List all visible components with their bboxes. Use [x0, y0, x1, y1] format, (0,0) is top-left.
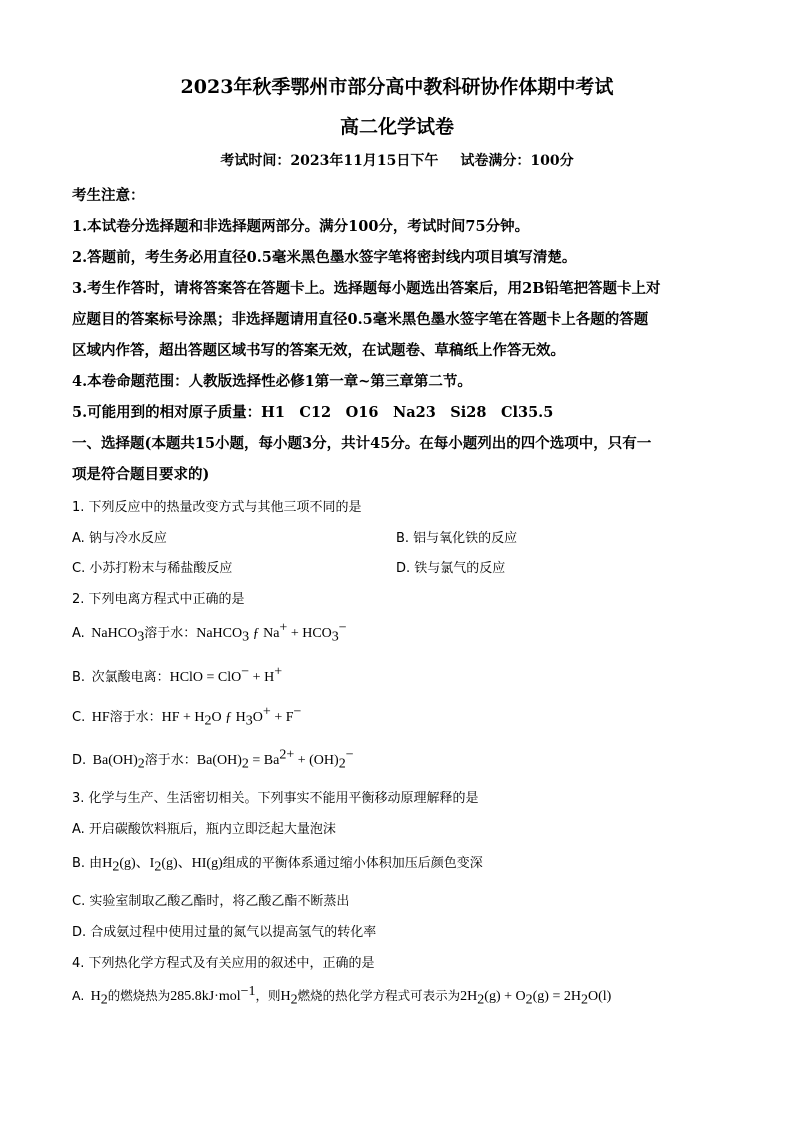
question-4-option-a: A. $H_2$的燃烧热为285.8kJ·mol$^{-1}$，则$H_2$燃烧的热化学方程式可表示为$2H_2(g) + O_2(g) = 2H_2O(l)$	[72, 983, 612, 1008]
notice-item-4: 4.本卷命题范围：人教版选择性必修1第一章~第三章第二节。	[72, 373, 472, 390]
question-1-option-a: A. 钠与冷水反应	[72, 531, 167, 546]
question-4-stem: 4. 下列热化学方程式及有关应用的叙述中，正确的是	[72, 956, 375, 971]
exam-title: 2023年秋季鄂州市部分高中教科研协作体期中考试	[180, 76, 614, 98]
notice-item-2: 2.答题前，考生务必用直径0.5毫米黑色墨水签字笔将密封线内项目填写清楚。	[72, 249, 577, 266]
notice-item-3-cont: 应题目的答案标号涂黑；非选择题请用直径0.5毫米黑色墨水签字笔在答题卡上各题的答题	[72, 311, 649, 328]
notice-item-5: 5.可能用到的相对原子质量：H1 C12 O16 Na23 Si28 Cl35.5	[72, 404, 554, 421]
section-heading: 一、选择题(本题共15小题，每小题3分，共计45分。在每小题列出的四个选项中，只有一	[72, 435, 652, 452]
question-1-option-b: B. 铝与氧化铁的反应	[396, 531, 518, 546]
question-1-option-d: D. 铁与氯气的反应	[396, 561, 506, 576]
question-2-option-a: A. NaHCO$_3$溶于水：NaHCO$_3$ ƒ $Na^+ + HCO_3^-$	[72, 620, 347, 645]
question-2-option-b: B. 次氯酸电离：HClO = ClO− + H+	[72, 664, 283, 685]
exam-time: 考试时间：2023年11月15日下午	[220, 153, 439, 169]
exam-info	[0, 150, 794, 170]
full-score: 试卷满分：100分	[460, 153, 574, 169]
question-3-option-b: B. 由$H_2(g)$、$I_2(g)$、HI(g)组成的平衡体系通过缩小体积加压后颜色变深	[72, 856, 483, 875]
question-2-option-c: C. HF溶于水：HF + $H_2O$ ƒ $H_3O^+ + F^-$	[72, 704, 302, 729]
notice-item-1: 1.本试卷分选择题和非选择题两部分。满分100分，考试时间75分钟。	[72, 218, 530, 235]
question-1-option-c: C. 小苏打粉末与稀盐酸反应	[72, 561, 233, 576]
notice-heading: 考生注意：	[72, 187, 145, 204]
question-1-stem: 1. 下列反应中的热量改变方式与其他三项不同的是	[72, 500, 362, 515]
question-3-stem: 3. 化学与生产、生活密切相关。下列事实不能用平衡移动原理解释的是	[72, 791, 479, 806]
notice-item-3-cont2: 区域内作答，超出答题区域书写的答案无效，在试题卷、草稿纸上作答无效。	[72, 342, 565, 359]
notice-item-3: 3.考生作答时，请将答案答在答题卡上。选择题每小题选出答案后，用2B铅笔把答题卡上对	[72, 280, 661, 297]
question-3-option-c: C. 实验室制取乙酸乙酯时，将乙酸乙酯不断蒸出	[72, 894, 350, 909]
question-2-stem: 2. 下列电离方程式中正确的是	[72, 592, 245, 607]
question-3-option-a: A. 开启碳酸饮料瓶后，瓶内立即泛起大量泡沫	[72, 822, 336, 837]
question-2-option-d: D. $Ba(OH)_2$溶于水：$Ba(OH)_2 = Ba^{2+} + (OH)_2^-$	[72, 747, 354, 772]
exam-subtitle: 高二化学试卷	[339, 116, 454, 138]
section-heading-cont: 项是符合题目要求的)	[72, 466, 210, 483]
question-3-option-d: D. 合成氨过程中使用过量的氮气以提高氢气的转化率	[72, 925, 377, 940]
